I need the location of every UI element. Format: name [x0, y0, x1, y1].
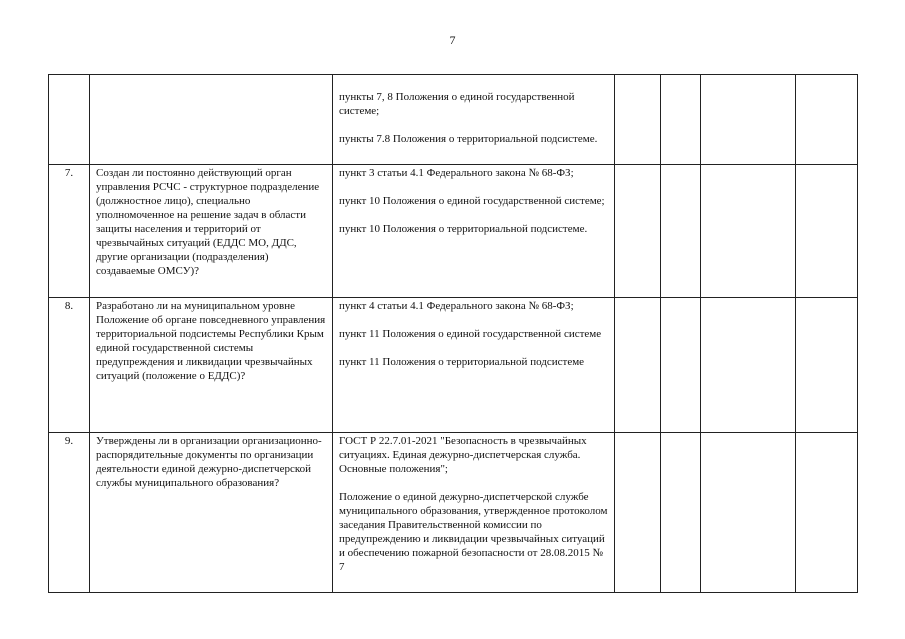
legal-reference: ГОСТ Р 22.7.01-2021 "Безопасность в чрезвычайных ситуациях. Единая дежурно-диспетчерская служба. Основные положения";: [339, 435, 587, 475]
answer-yes-cell[interactable]: [615, 165, 661, 298]
page-number: 7: [449, 33, 456, 47]
notes-cell[interactable]: [796, 75, 858, 165]
legal-reference-cell: [333, 75, 615, 165]
answer-yes-cell[interactable]: [615, 433, 661, 593]
question-cell: Утверждены ли в организации организационно-распорядительные документы по организации деятельности единой дежурно-диспетчерской службы муниципального образования?: [90, 433, 333, 593]
notes-cell[interactable]: [796, 433, 858, 593]
table-row: [49, 165, 858, 298]
table-row: [49, 75, 858, 165]
legal-reference: пункт 11 Положения о территориальной подсистеме: [339, 356, 585, 368]
row-number: [49, 75, 90, 165]
legal-reference-cell: [333, 433, 615, 593]
legal-reference: пункт 3 статьи 4.1 Федерального закона № 68-ФЗ;: [339, 167, 574, 179]
question-cell: Создан ли постоянно действующий орган управления РСЧС - структурное подразделение (должностное лицо), специально уполномоченное на решение задач в области защиты населения и территорий от чрезвычайных ситуаций (ЕДДС МО, ДДС, другие организации (подразделения) создаваемые ОМСУ)?: [90, 165, 333, 298]
answer-yes-cell[interactable]: [615, 298, 661, 433]
legal-reference-cell: [333, 298, 615, 433]
notes-cell[interactable]: [796, 298, 858, 433]
table-row: [49, 433, 858, 593]
row-number: 9.: [49, 433, 90, 593]
not-applicable-cell[interactable]: [701, 298, 796, 433]
answer-no-cell[interactable]: [661, 75, 701, 165]
legal-reference: пункты 7, 8 Положения о единой государственной системе;: [339, 91, 575, 117]
not-applicable-cell[interactable]: [701, 75, 796, 165]
question-cell: Разработано ли на муниципальном уровне Положение об органе повседневного управления территориальной подсистемы Республики Крым единой государственной системы предупреждения и ликвидации чрезвычайных ситуаций (положение о ЕДДС)?: [90, 298, 333, 433]
legal-reference: пункт 10 Положения о единой государственной системе;: [339, 195, 605, 207]
question-cell: [90, 75, 333, 165]
answer-no-cell[interactable]: [661, 433, 701, 593]
answer-yes-cell[interactable]: [615, 75, 661, 165]
row-number: 7.: [49, 165, 90, 298]
legal-reference: пункты 7.8 Положения о территориальной подсистеме.: [339, 133, 598, 145]
legal-reference: пункт 11 Положения о единой государственной системе: [339, 328, 602, 340]
notes-cell[interactable]: [796, 165, 858, 298]
not-applicable-cell[interactable]: [701, 433, 796, 593]
not-applicable-cell[interactable]: [701, 165, 796, 298]
legal-reference: пункт 4 статьи 4.1 Федерального закона № 68-ФЗ;: [339, 300, 574, 312]
answer-no-cell[interactable]: [661, 298, 701, 433]
legal-reference: пункт 10 Положения о территориальной подсистеме.: [339, 223, 588, 235]
answer-no-cell[interactable]: [661, 165, 701, 298]
row-number: 8.: [49, 298, 90, 433]
table-row: [49, 298, 858, 433]
legal-reference-cell: [333, 165, 615, 298]
checklist-table: [48, 74, 858, 593]
legal-reference: Положение о единой дежурно-диспетчерской службе муниципального образования, утвержденное протоколом заседания Правительственной комиссии по предупреждению и ликвидации чрезвычайных ситуаций и обеспечению пожарной безопасности от 28.08.2015 № 7: [339, 491, 608, 573]
